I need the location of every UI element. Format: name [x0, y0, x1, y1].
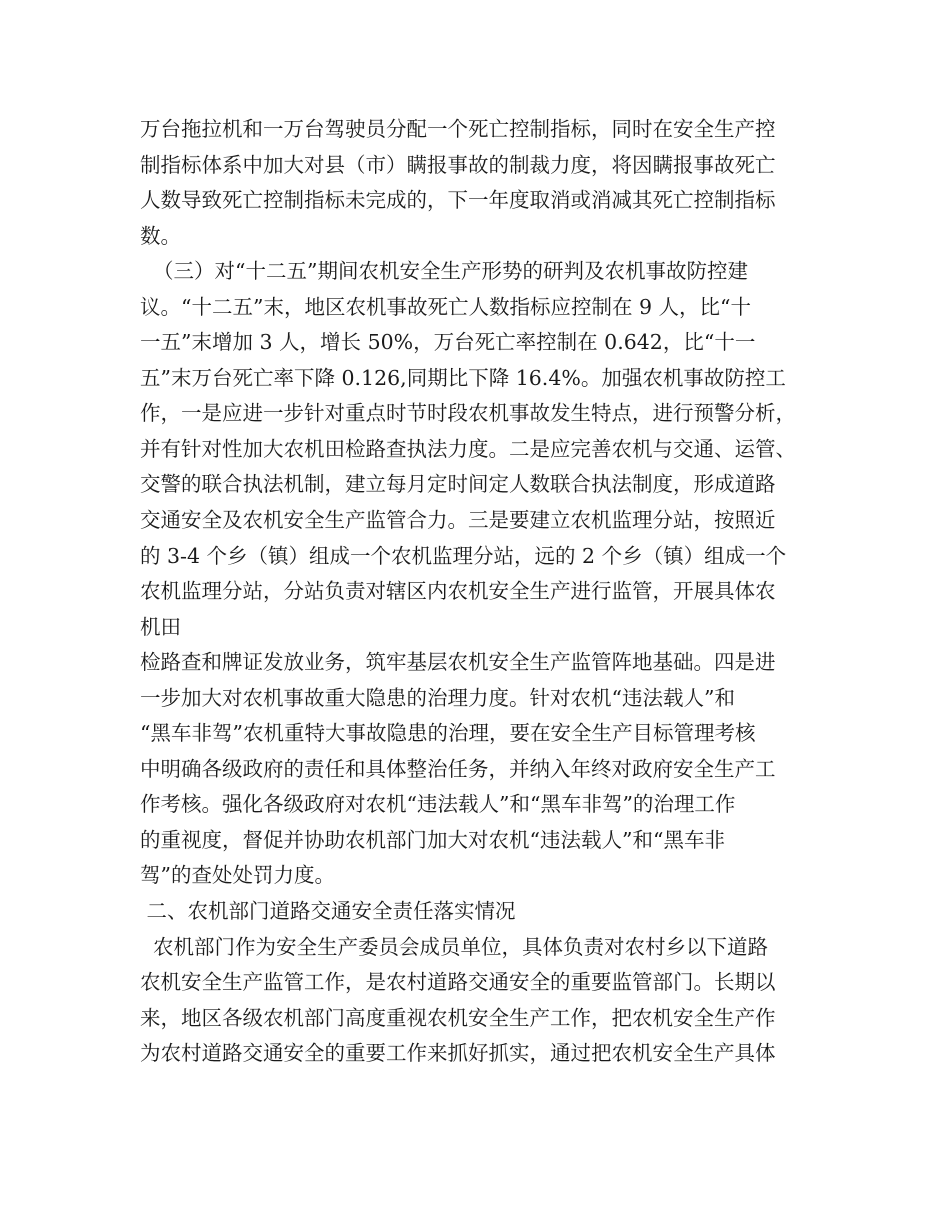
- text-line: 的 3-4 个乡（镇）组成一个农机监理分站，远的 2 个乡（镇）组成一个: [140, 543, 787, 568]
- text-line: 一步加大对农机事故重大隐患的治理力度。针对农机“违法载人”和: [140, 685, 735, 710]
- text-line: 并有针对性加大农机田检路查执法力度。二是应完善农机与交通、运管、: [140, 436, 796, 461]
- text-line: 驾”的查处处罚力度。: [140, 863, 335, 888]
- document-body: [140, 112, 830, 1072]
- section-heading-line: （三）对“十二五”期间农机安全生产形势的研判及农机事故防控建: [140, 259, 748, 284]
- text-line: 人数导致死亡控制指标未完成的，下一年度取消或消减其死亡控制指标: [140, 188, 776, 213]
- text-line: “黑车非驾”农机重特大事故隐患的治理，要在安全生产目标管理考核: [140, 721, 756, 746]
- text-line: 数。: [140, 223, 181, 248]
- text-line: 机田: [140, 614, 181, 639]
- text-line: 农机部门作为安全生产委员会成员单位，具体负责对农村乡以下道路: [140, 934, 769, 959]
- text-line: 为农村道路交通安全的重要工作来抓好抓实，通过把农机安全生产具体: [140, 1041, 776, 1066]
- text-line: 中明确各级政府的责任和具体整治任务，并纳入年终对政府安全生产工: [140, 756, 776, 781]
- text-line: 议。“十二五”末，地区农机事故死亡人数指标应控制在 9 人，比“十: [140, 294, 752, 319]
- text-line: 作，一是应进一步针对重点时节时段农机事故发生特点，进行预警分析，: [140, 401, 796, 426]
- section-heading-line: 二、农机部门道路交通安全责任落实情况: [140, 899, 516, 924]
- text-line: 交通安全及农机安全生产监管合力。三是要建立农机监理分站，按照近: [140, 508, 776, 533]
- text-line: 检路查和牌证发放业务，筑牢基层农机安全生产监管阵地基础。四是进: [140, 650, 776, 675]
- text-line: 一五”末增加 3 人，增长 50%，万台死亡率控制在 0.642，比“十一: [140, 330, 756, 355]
- text-line: 农机安全生产监管工作，是农村道路交通安全的重要监管部门。长期以: [140, 970, 776, 995]
- text-line: 来，地区各级农机部门高度重视农机安全生产工作，把农机安全生产作: [140, 1005, 776, 1030]
- text-line: 交警的联合执法机制，建立每月定时间定人数联合执法制度，形成道路: [140, 472, 776, 497]
- text-line: 五”末万台死亡率下降 0.126,同期比下降 16.4%。加强农机事故防控工: [140, 365, 786, 390]
- text-line: 万台拖拉机和一万台驾驶员分配一个死亡控制指标，同时在安全生产控: [140, 117, 776, 141]
- text-line: 作考核。强化各级政府对农机“违法载人”和“黑车非驾”的治理工作: [140, 792, 736, 817]
- text-line: 农机监理分站，分站负责对辖区内农机安全生产进行监管，开展具体农: [140, 579, 776, 604]
- text-line: 的重视度，督促并协助农机部门加大对农机“违法载人”和“黑车非: [140, 827, 725, 852]
- text-line: 制指标体系中加大对县（市）瞒报事故的制裁力度，将因瞒报事故死亡: [140, 152, 776, 177]
